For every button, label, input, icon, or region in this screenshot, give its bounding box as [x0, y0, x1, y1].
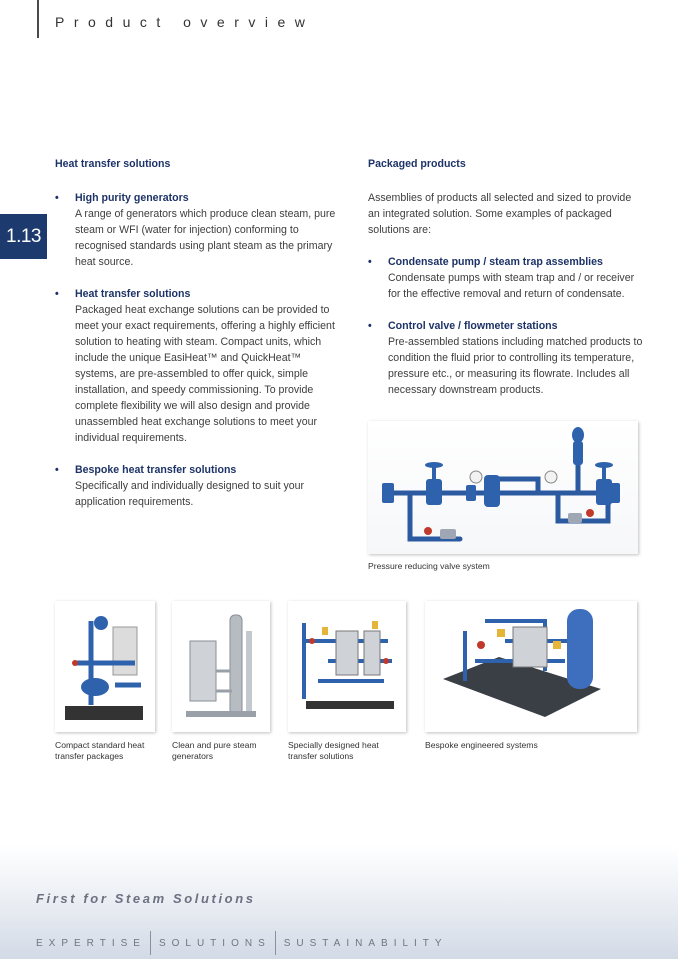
section-heading-packaged-products: Packaged products — [368, 158, 466, 170]
thumbnail-caption: Clean and pure steam generators — [172, 740, 257, 761]
footer-tagline: First for Steam Solutions — [36, 891, 256, 906]
page-number-tab: 1.13 — [0, 214, 47, 259]
bullet-icon: • — [55, 464, 59, 476]
bullet-body: Packaged heat exchange solutions can be provided to meet your exact requirements, offering a highly efficient solution to heating with steam. Compact units, which include the unique EasiHeat™ and QuickHeat™ systems, are pre-assembled to offer quick, simple installation, and speedy commissioning. To provide complete flexibility we will also design and provide unassembled heat exchange solutions to meet your individual requirements. — [75, 304, 335, 444]
bullet-body: Condensate pumps with steam trap and / or receiver for the effective removal and return of condensate. — [388, 272, 635, 300]
main-photo-caption: Pressure reducing valve system — [368, 561, 490, 571]
bullet-title: High purity generators — [75, 192, 189, 204]
thumbnail-steam-generators — [172, 601, 270, 732]
heat-transfer-solution-illustration — [288, 601, 406, 732]
page-title: Product overview — [55, 14, 315, 30]
thumbnail-specially-designed — [288, 601, 406, 732]
thumbnail-bespoke-systems — [425, 601, 637, 732]
list-item — [55, 190, 340, 270]
bullet-icon: • — [55, 192, 59, 204]
bullet-title: Control valve / flowmeter stations — [388, 320, 558, 332]
footer-divider — [275, 931, 276, 955]
thumbnail-caption: Compact standard heat transfer packages — [55, 740, 145, 761]
bullet-icon: • — [368, 256, 372, 268]
bullet-title: Heat transfer solutions — [75, 288, 191, 300]
bullet-body: A range of generators which produce clean steam, pure steam or WFI (water for injection) conforming to recognised standards using plant steam as the primary heat source. — [75, 208, 336, 268]
footer-word-sustainability: SUSTAINABILITY — [283, 937, 448, 949]
steam-generator-illustration — [172, 601, 270, 732]
valve-system-illustration — [368, 421, 638, 554]
bullet-icon: • — [368, 320, 372, 332]
compact-package-illustration — [55, 601, 155, 732]
list-item — [368, 254, 643, 302]
list-item — [55, 286, 340, 446]
header-rule — [37, 0, 39, 38]
list-item — [368, 318, 643, 398]
bespoke-system-illustration — [425, 601, 637, 732]
thumbnail-caption: Specially designed heat transfer solutions — [288, 740, 379, 761]
footer-values — [36, 935, 448, 951]
section-heading-heat-transfer: Heat transfer solutions — [55, 158, 171, 170]
thumbnail-caption: Bespoke engineered systems — [425, 740, 538, 750]
bullet-icon: • — [55, 288, 59, 300]
left-column — [55, 156, 340, 526]
intro-text: Assemblies of products all selected and sized to provide an integrated solution. Some examples of packaged solutions are: — [368, 192, 632, 236]
footer-divider — [150, 931, 151, 955]
bullet-body: Specifically and individually designed to suit your application requirements. — [75, 480, 305, 508]
bullet-title: Condensate pump / steam trap assemblies — [388, 256, 603, 268]
bullet-body: Pre-assembled stations including matched products to condition the fluid prior to controlling its temperature, pressure etc., or measuring its flowrate. Includes all necessary downstream products. — [388, 336, 643, 396]
pressure-reducing-valve-photo — [368, 421, 638, 554]
bullet-title: Bespoke heat transfer solutions — [75, 464, 237, 476]
list-item — [55, 462, 340, 510]
thumbnail-compact-packages — [55, 601, 155, 732]
right-column — [368, 156, 643, 414]
footer-word-expertise: EXPERTISE — [36, 937, 146, 949]
footer-word-solutions: SOLUTIONS — [158, 937, 271, 949]
